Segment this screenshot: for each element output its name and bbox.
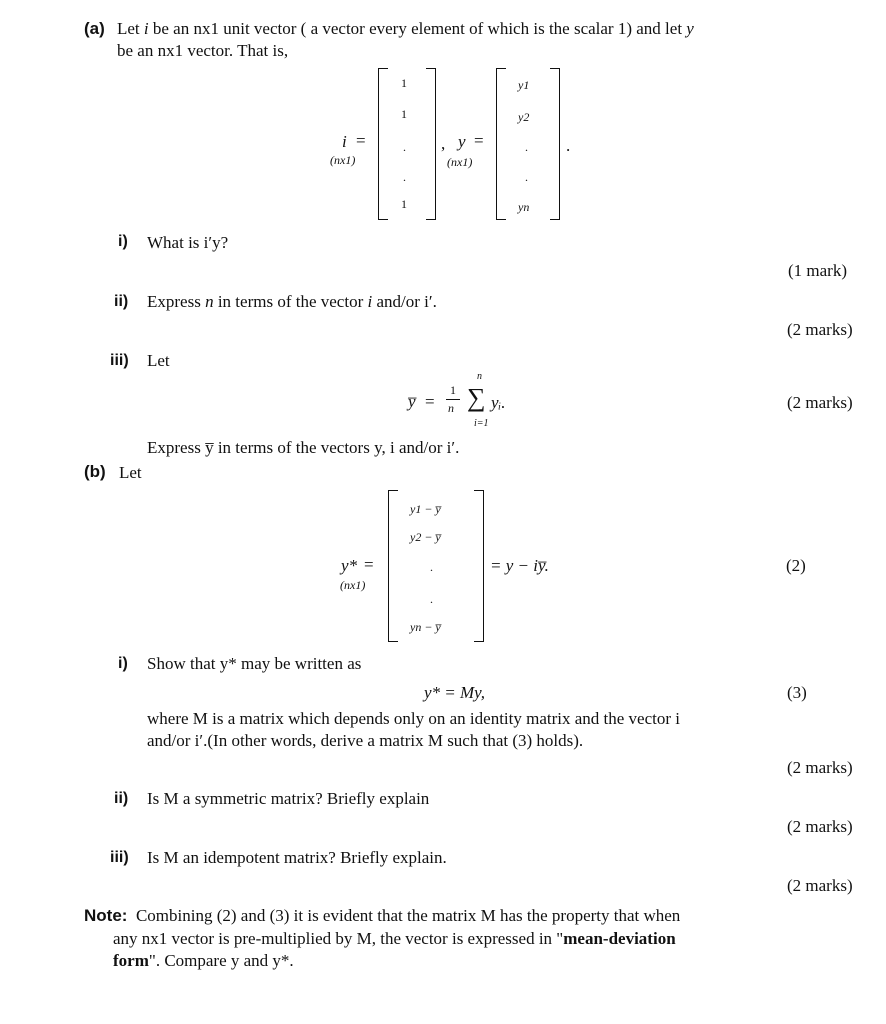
a-q2-var-i: i	[367, 292, 373, 311]
vector-i-name: i	[342, 132, 347, 151]
vector-y-left-bracket	[496, 68, 506, 220]
vector-end-period: .	[566, 136, 571, 155]
a-q2-marks: (2 marks)	[787, 320, 853, 339]
intro-text-mid: be an nx1 unit vector ( a vector every element of which is the scalar 1) and let	[148, 19, 687, 38]
ybar-sum-upper: n	[477, 371, 482, 382]
vector-i-entry: 1	[401, 197, 407, 211]
ystar-subscript: (nx1)	[340, 578, 366, 592]
a-q2-text-part: Express	[147, 292, 206, 311]
ystar-right-bracket	[474, 490, 484, 642]
a-q2-var-n: n	[205, 292, 214, 311]
b-q1-text: Show that y* may be written as	[147, 654, 362, 673]
part-a-intro-line2: be an nx1 vector. That is,	[117, 41, 289, 60]
b-q1-formula: y* = My,	[424, 683, 486, 702]
note-bold-text: form	[113, 951, 149, 970]
equation-2-number: (2)	[786, 556, 806, 575]
note-colon: :	[121, 906, 128, 925]
ystar-entry: yn − y̅	[410, 620, 441, 634]
ybar-frac-bar	[446, 399, 460, 400]
vector-i-subscript: (nx1)	[330, 153, 356, 167]
a-q3-text: Let	[147, 351, 170, 370]
note-text: Combining (2) and (3) it is evident that the matrix M has the property that when	[135, 906, 681, 925]
vector-i-right-bracket	[426, 68, 436, 220]
part-b-label: (b)	[84, 462, 106, 481]
note-line2	[113, 929, 676, 949]
ystar-entry: .	[430, 592, 433, 606]
a-q2-label: ii)	[114, 293, 129, 310]
b-q1-where-line2: and/or i′.(In other words, derive a matrix M such that (3) holds).	[147, 731, 584, 750]
ystar-equals: =	[364, 555, 374, 574]
note-line1	[84, 906, 680, 926]
ybar-sum-term: yᵢ.	[491, 393, 506, 412]
a-q2-text	[147, 292, 437, 312]
vector-y-name: y	[458, 132, 466, 151]
ystar-entry: y2 − y̅	[410, 530, 441, 544]
part-a-label: (a)	[84, 19, 105, 38]
ystar-entry: y1 − y̅	[410, 502, 441, 516]
a-q1-marks: (1 mark)	[788, 261, 848, 280]
note-text: ". Compare y and y*.	[148, 951, 294, 970]
note-label: Note	[84, 906, 122, 925]
vector-i-equals: =	[356, 131, 366, 150]
b-q2-marks: (2 marks)	[787, 817, 853, 836]
b-q2-text: Is M a symmetric matrix? Briefly explain	[147, 789, 430, 808]
ybar-formula-equals: =	[425, 392, 435, 411]
ystar-left-bracket	[388, 490, 398, 642]
b-q3-label: iii)	[110, 849, 129, 866]
a-q3-label: iii)	[110, 352, 129, 369]
vector-i-entry: 1	[401, 76, 407, 90]
intro-var-i: i	[143, 19, 149, 38]
vector-i-entry: 1	[401, 107, 407, 121]
vector-y-entry: .	[525, 140, 528, 154]
ystar-name: y*	[341, 556, 358, 575]
a-q2-text-part: and/or i′.	[372, 292, 437, 311]
intro-var-y: y	[686, 19, 694, 38]
note-text: any nx1 vector is pre-multiplied by M, the vector is expressed in "	[113, 929, 564, 948]
vector-y-entry: yn	[518, 200, 530, 214]
a-q3-express: Express y̅ in terms of the vectors y, i and/or i′.	[147, 438, 460, 457]
vector-y-equals: =	[474, 131, 484, 150]
vector-y-entry: y1	[518, 78, 530, 92]
a-q3-marks: (2 marks)	[787, 393, 853, 412]
note-bold-text: mean-deviation	[563, 929, 676, 948]
b-q1-where-line1: where M is a matrix which depends only on an identity matrix and the vector i	[147, 709, 681, 728]
vector-y-entry: y2	[518, 110, 530, 124]
vector-separator-comma: ,	[441, 134, 446, 153]
b-q2-label: ii)	[114, 790, 129, 807]
vector-i-entry: .	[403, 140, 406, 154]
b-q1-marks: (2 marks)	[787, 758, 853, 777]
part-a-intro-line1	[117, 19, 694, 39]
b-q3-text: Is M an idempotent matrix? Briefly explain.	[147, 848, 447, 867]
b-q3-marks: (2 marks)	[787, 876, 853, 895]
ybar-formula-lhs: y̅	[408, 392, 416, 411]
a-q2-text-part: in terms of the vector	[213, 292, 368, 311]
ybar-sum-lower: i=1	[474, 418, 489, 429]
ystar-rhs: = y − iy̅.	[490, 556, 549, 575]
ybar-frac-numerator: 1	[450, 383, 456, 397]
a-q1-text: What is i′y?	[147, 233, 229, 252]
equation-3-number: (3)	[787, 683, 807, 702]
a-q1-label: i)	[118, 233, 128, 250]
ybar-sum-symbol: ∑	[467, 383, 486, 412]
vector-i-left-bracket	[378, 68, 388, 220]
part-b-intro: Let	[119, 463, 142, 482]
intro-text: Let	[117, 19, 144, 38]
vector-i-entry: .	[403, 170, 406, 184]
vector-y-entry: .	[525, 170, 528, 184]
vector-y-subscript: (nx1)	[447, 155, 473, 169]
ystar-entry: .	[430, 560, 433, 574]
note-line3	[113, 951, 294, 971]
vector-y-right-bracket	[550, 68, 560, 220]
b-q1-label: i)	[118, 655, 128, 672]
ybar-frac-denominator: n	[448, 401, 454, 415]
